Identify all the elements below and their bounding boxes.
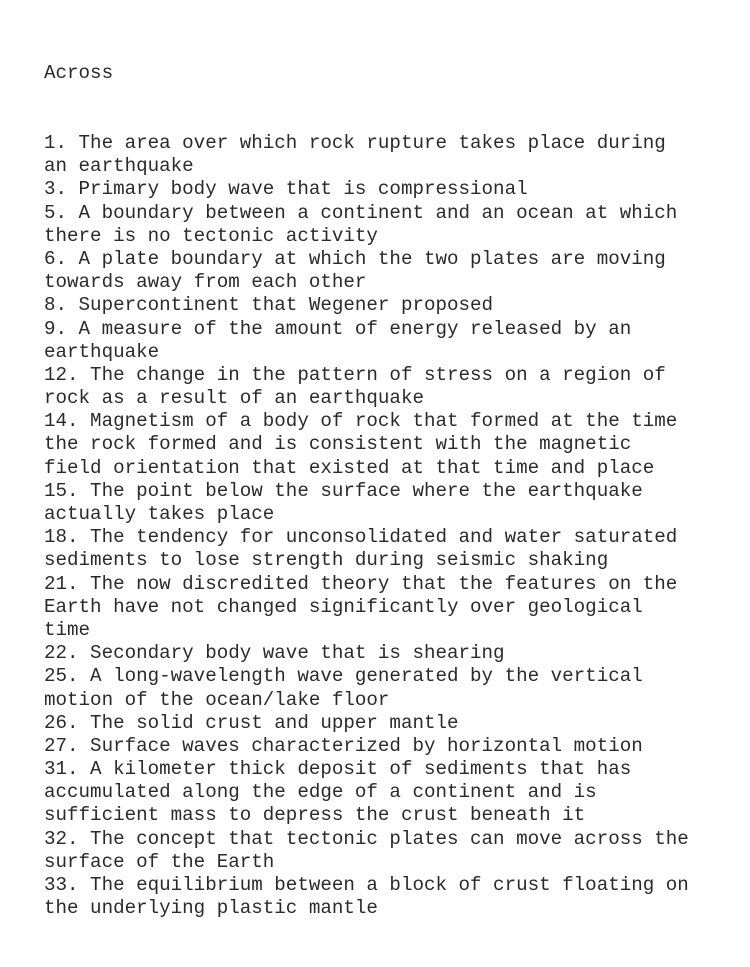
clue-line: motion of the ocean/lake floor (44, 688, 390, 711)
clue-line: accumulated along the edge of a continent and is (44, 781, 597, 804)
clue-line: field orientation that existed at that time and place (44, 456, 655, 479)
clue-line: sediments to lose strength during seismic shaking (44, 549, 609, 572)
clue-line: 9. A measure of the amount of energy released by an (44, 317, 632, 340)
clue-item (44, 828, 734, 874)
clue-item (44, 758, 734, 828)
clue-line: 1. The area over which rock rupture takes place during (44, 132, 666, 154)
clue-line: 33. The equilibrium between a block of crust floating on (44, 874, 689, 896)
clue-line: the rock formed and is consistent with the magnetic (44, 433, 632, 456)
clue-line: sufficient mass to depress the crust beneath it (44, 804, 586, 827)
clue-item (44, 573, 734, 643)
clue-line: an earthquake (44, 155, 194, 178)
clue-line: 32. The concept that tectonic plates can move across the (44, 827, 689, 850)
clue-line: there is no tectonic activity (44, 224, 378, 247)
clue-line: 3. Primary body wave that is compressional (44, 178, 528, 201)
clue-line: rock as a result of an earthquake (44, 387, 424, 410)
clue-line: 12. The change in the pattern of stress on a region of (44, 363, 666, 386)
clue-line: surface of the Earth (44, 850, 275, 873)
clue-list (44, 132, 734, 920)
clue-item (44, 318, 734, 364)
crossword-clues-across (44, 16, 734, 967)
clue-item (44, 665, 734, 711)
clue-item (44, 526, 734, 572)
clue-line: towards away from each other (44, 271, 367, 294)
clue-line: 31. A kilometer thick deposit of sediments that has (44, 758, 632, 781)
clue-item (44, 248, 734, 294)
clue-line: 21. The now discredited theory that the features on the (44, 572, 678, 595)
clue-item (44, 410, 734, 480)
clue-item (44, 735, 734, 758)
clue-line: actually takes place (44, 503, 275, 525)
clue-line: 8. Supercontinent that Wegener proposed (44, 294, 494, 317)
clue-line: 22. Secondary body wave that is shearing (44, 642, 505, 665)
clue-line: the underlying plastic mantle (44, 897, 378, 920)
clue-line: time (44, 618, 91, 641)
clue-item (44, 642, 734, 665)
clue-item (44, 364, 734, 410)
clue-item (44, 874, 734, 920)
clue-item (44, 202, 734, 248)
clue-line: 15. The point below the surface where the earthquake (44, 479, 643, 502)
clue-line: earthquake (44, 340, 160, 363)
clue-item (44, 178, 734, 201)
clue-item (44, 132, 734, 178)
clue-item (44, 712, 734, 735)
section-heading: Across (44, 62, 114, 85)
clue-line: 26. The solid crust and upper mantle (44, 711, 459, 734)
clue-line: Earth have not changed significantly over geological (44, 595, 643, 618)
clue-line: 5. A boundary between a continent and an ocean at which (44, 201, 678, 224)
clue-line: 14. Magnetism of a body of rock that formed at the time (44, 410, 678, 433)
clue-line: 6. A plate boundary at which the two plates are moving (44, 247, 666, 270)
clue-item (44, 294, 734, 317)
clue-line: 25. A long-wavelength wave generated by the vertical (44, 665, 643, 688)
clue-item (44, 480, 734, 526)
clue-line: 18. The tendency for unconsolidated and water saturated (44, 526, 678, 549)
clue-line: 27. Surface waves characterized by horizontal motion (44, 734, 643, 757)
